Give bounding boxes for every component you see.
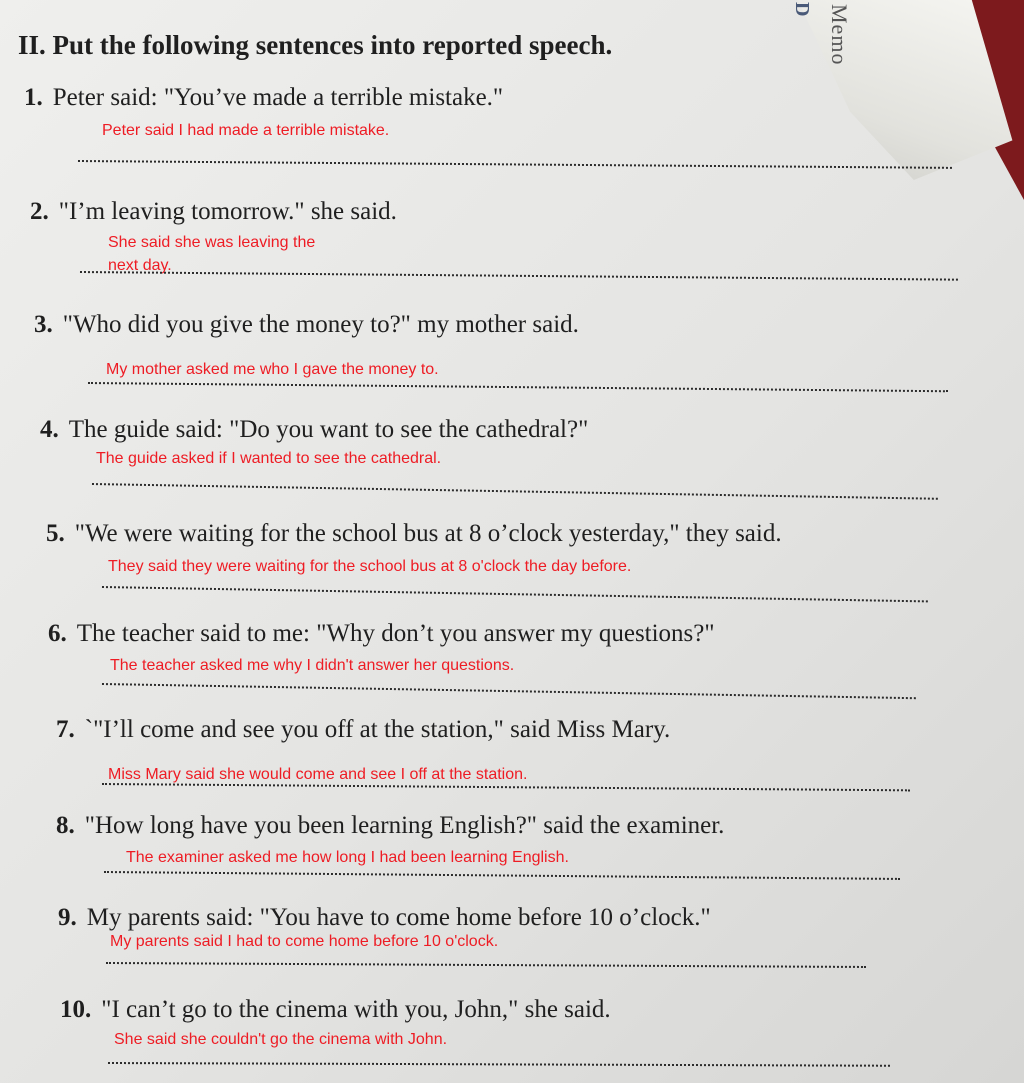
answer-6: The teacher asked me why I didn't answer her questions.	[110, 657, 515, 674]
answer-3: My mother asked me who I gave the money to.	[106, 361, 439, 378]
question-5	[46, 520, 782, 548]
question-text: My parents said: "You have to come home before 10 o’clock."	[86, 904, 711, 931]
question-number: 7.	[56, 716, 75, 743]
question-text: "We were waiting for the school bus at 8 o’clock yesterday," they said.	[74, 520, 782, 547]
exercise-heading: II. Put the following sentences into reported speech.	[18, 30, 613, 60]
question-8	[56, 812, 724, 840]
question-1	[24, 84, 503, 112]
question-7	[56, 716, 670, 744]
question-number: 6.	[48, 620, 67, 647]
question-number: 2.	[30, 198, 49, 225]
question-number: 4.	[40, 416, 59, 443]
question-number: 5.	[46, 520, 65, 547]
question-text: The teacher said to me: "Why don’t you answer my questions?"	[76, 620, 715, 647]
answer-7: Miss Mary said she would come and see I off at the station.	[108, 766, 528, 783]
answer-10: She said she couldn't go the cinema with John.	[114, 1031, 448, 1048]
question-number: 10.	[60, 996, 92, 1023]
answer-9: My parents said I had to come home before 10 o'clock.	[110, 933, 499, 950]
question-10	[60, 996, 611, 1024]
answer-5: They said they were waiting for the school bus at 8 o'clock the day before.	[108, 558, 632, 575]
question-text: `"I’ll come and see you off at the station," said Miss Mary.	[84, 716, 671, 743]
question-number: 8.	[56, 812, 75, 839]
question-text: "I’m leaving tomorrow." she said.	[58, 198, 397, 225]
question-2	[30, 198, 397, 226]
question-number: 1.	[24, 84, 43, 111]
question-number: 3.	[34, 311, 53, 338]
answer-4: The guide asked if I wanted to see the cathedral.	[96, 450, 442, 467]
question-number: 9.	[58, 904, 77, 931]
answer-2-line-1: She said she was leaving the	[108, 234, 316, 251]
question-4	[40, 416, 588, 444]
question-9	[58, 904, 711, 932]
question-text: The guide said: "Do you want to see the cathedral?"	[68, 416, 589, 443]
question-text: Peter said: "You’ve made a terrible mistake."	[52, 84, 504, 111]
answer-2-line-2: next day.	[108, 257, 172, 274]
answer-8: The examiner asked me how long I had been learning English.	[126, 849, 569, 866]
answer-1: Peter said I had made a terrible mistake.	[102, 122, 390, 139]
question-6	[48, 620, 715, 648]
question-3	[34, 311, 579, 339]
question-text: "Who did you give the money to?" my mother said.	[62, 311, 579, 338]
question-text: "How long have you been learning English?" said the examiner.	[84, 812, 725, 839]
stamp-mark: D	[791, 2, 813, 17]
question-text: "I can’t go to the cinema with you, John," she said.	[101, 996, 611, 1023]
memo-stamp: Memo	[827, 4, 852, 66]
